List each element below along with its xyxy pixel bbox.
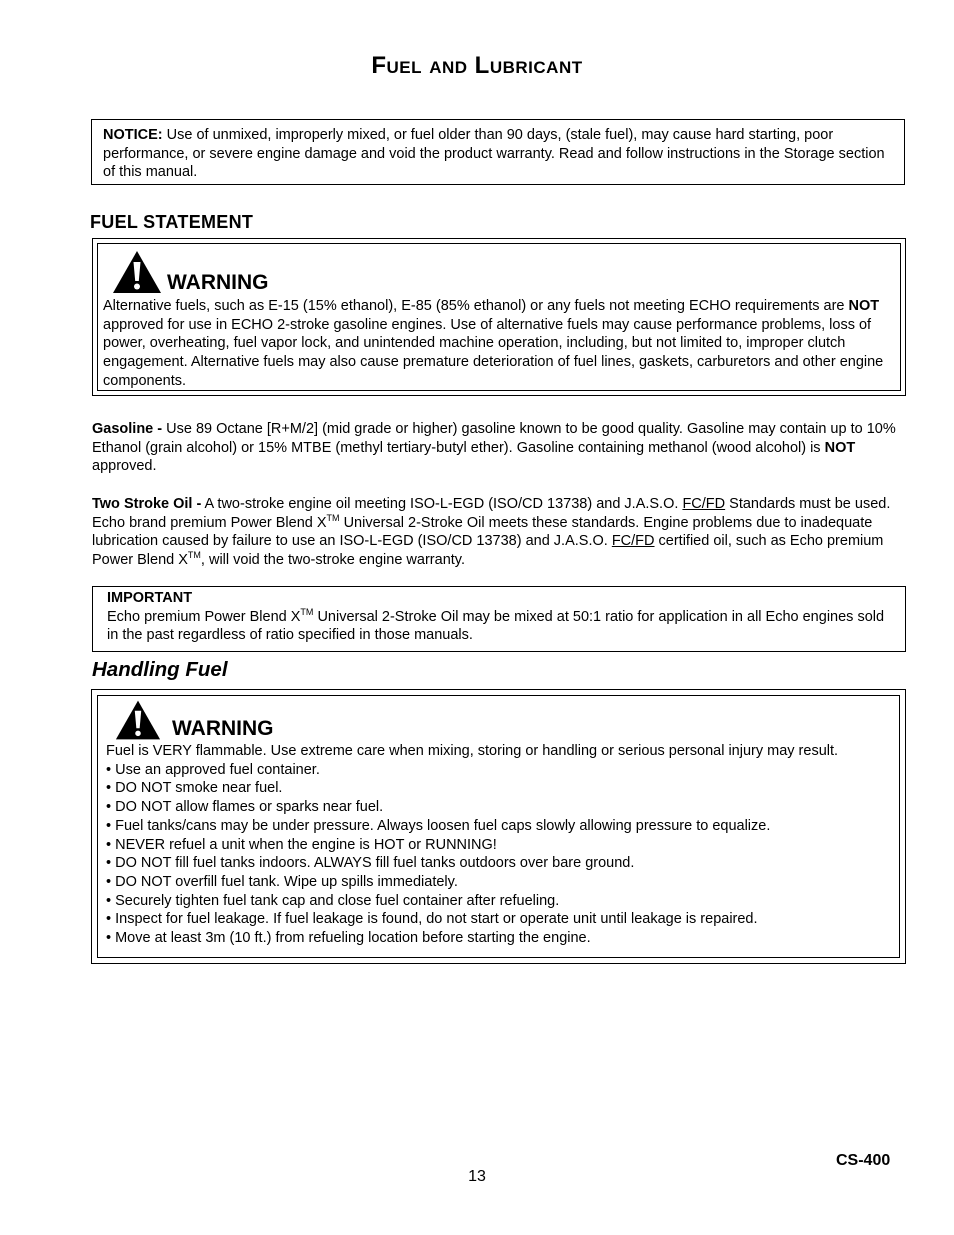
notice-body: Use of unmixed, improperly mixed, or fuel older than 90 days, (stale fuel), may cause hard starting, poor performance, or severe engine damage and void the product warranty. Read and follow instructions in the Storage section of this manual. <box>103 127 885 181</box>
gasoline-paragraph: Gasoline - Use 89 Octane [R+M/2] (mid grade or higher) gasoline known to be good quality. Gasoline may contain up to 10% Ethanol (grain alcohol) or 15% MTBE (methyl tertiary-butyl ether). Gasoline containing methanol (wood alcohol) is NOT approved. <box>92 421 896 475</box>
list-item: • Fuel tanks/cans may be under pressure. Always loosen fuel caps slowly allowing pressure to equalize. <box>106 817 771 834</box>
handling-warning-text <box>106 742 901 948</box>
list-item: • DO NOT smoke near fuel. <box>106 780 283 797</box>
list-item: • NEVER refuel a unit when the engine is HOT or RUNNING! <box>106 836 497 853</box>
fuel-warning-text: Alternative fuels, such as E-15 (15% ethanol), E-85 (85% ethanol) or any fuels not meeting ECHO requirements are NOT approved for use in ECHO 2-stroke gasoline engines. Use of alternative fuels may cause performance problems, loss of power, overheating, fuel vapor lock, and unintended machine operation, including, but not limited to, improper clutch engagement. Alternative fuels may also cause premature deterioration of fuel lines, gaskets, carburetors and other engine components. <box>103 298 884 389</box>
model-number: CS-400 <box>836 1152 891 1169</box>
fuel-warning-label: WARNING <box>167 271 269 294</box>
list-item: • Securely tighten fuel tank cap and close fuel container after refueling. <box>106 892 560 909</box>
page-number: 13 <box>468 1168 486 1185</box>
notice-label: NOTICE: <box>103 127 163 143</box>
gasoline-label: Gasoline - <box>92 421 163 437</box>
fuel-statement-heading: FUEL STATEMENT <box>90 212 254 232</box>
notice-box <box>91 119 905 185</box>
list-item: • Inspect for fuel leakage. If fuel leakage is found, do not start or operate unit until leakage is repaired. <box>106 911 758 928</box>
list-item: • Move at least 3m (10 ft.) from refueling location before starting the engine. <box>106 930 591 947</box>
list-item: • DO NOT overfill fuel tank. Wipe up spills immediately. <box>106 873 458 890</box>
important-box: IMPORTANT Echo premium Power Blend X™ Universal 2-Stroke Oil may be mixed at 50:1 ratio for application in all Echo engines sold in the past regardless of ratio specified in those manuals. <box>92 586 906 652</box>
handling-list <box>106 761 901 948</box>
warning-triangle-icon <box>115 699 161 741</box>
two-stroke-oil-paragraph: Two Stroke Oil - A two-stroke engine oil meeting ISO-L-EGD (ISO/CD 13738) and J.A.S.O. FC/FD Standards must be used. Echo brand premium Power Blend X™ Universal 2-Stroke Oil meets these standards. Engine problems due to inadequate lubrication caused by failure to use an ISO-L-EGD (ISO/CD 13738) and J.A.S.O. FC/FD certified oil, such as Echo premium Power Blend X™, will void the two-stroke engine warranty. <box>92 496 891 569</box>
handling-warning-label: WARNING <box>172 717 274 740</box>
list-item: • DO NOT fill fuel tanks indoors. ALWAYS fill fuel tanks outdoors over bare ground. <box>106 855 635 872</box>
page-title: Fuel and Lubricant <box>371 52 583 79</box>
list-item: • DO NOT allow flames or sparks near fuel. <box>106 799 384 816</box>
list-item: • Use an approved fuel container. <box>106 761 320 778</box>
handling-intro: Fuel is VERY flammable. Use extreme care when mixing, storing or handling or serious personal injury may result. <box>106 743 839 759</box>
handling-fuel-heading: Handling Fuel <box>92 658 228 681</box>
two-stroke-label: Two Stroke Oil - <box>92 496 202 512</box>
important-label: IMPORTANT <box>107 590 193 606</box>
warning-triangle-icon <box>112 250 162 294</box>
notice-text <box>103 126 894 182</box>
